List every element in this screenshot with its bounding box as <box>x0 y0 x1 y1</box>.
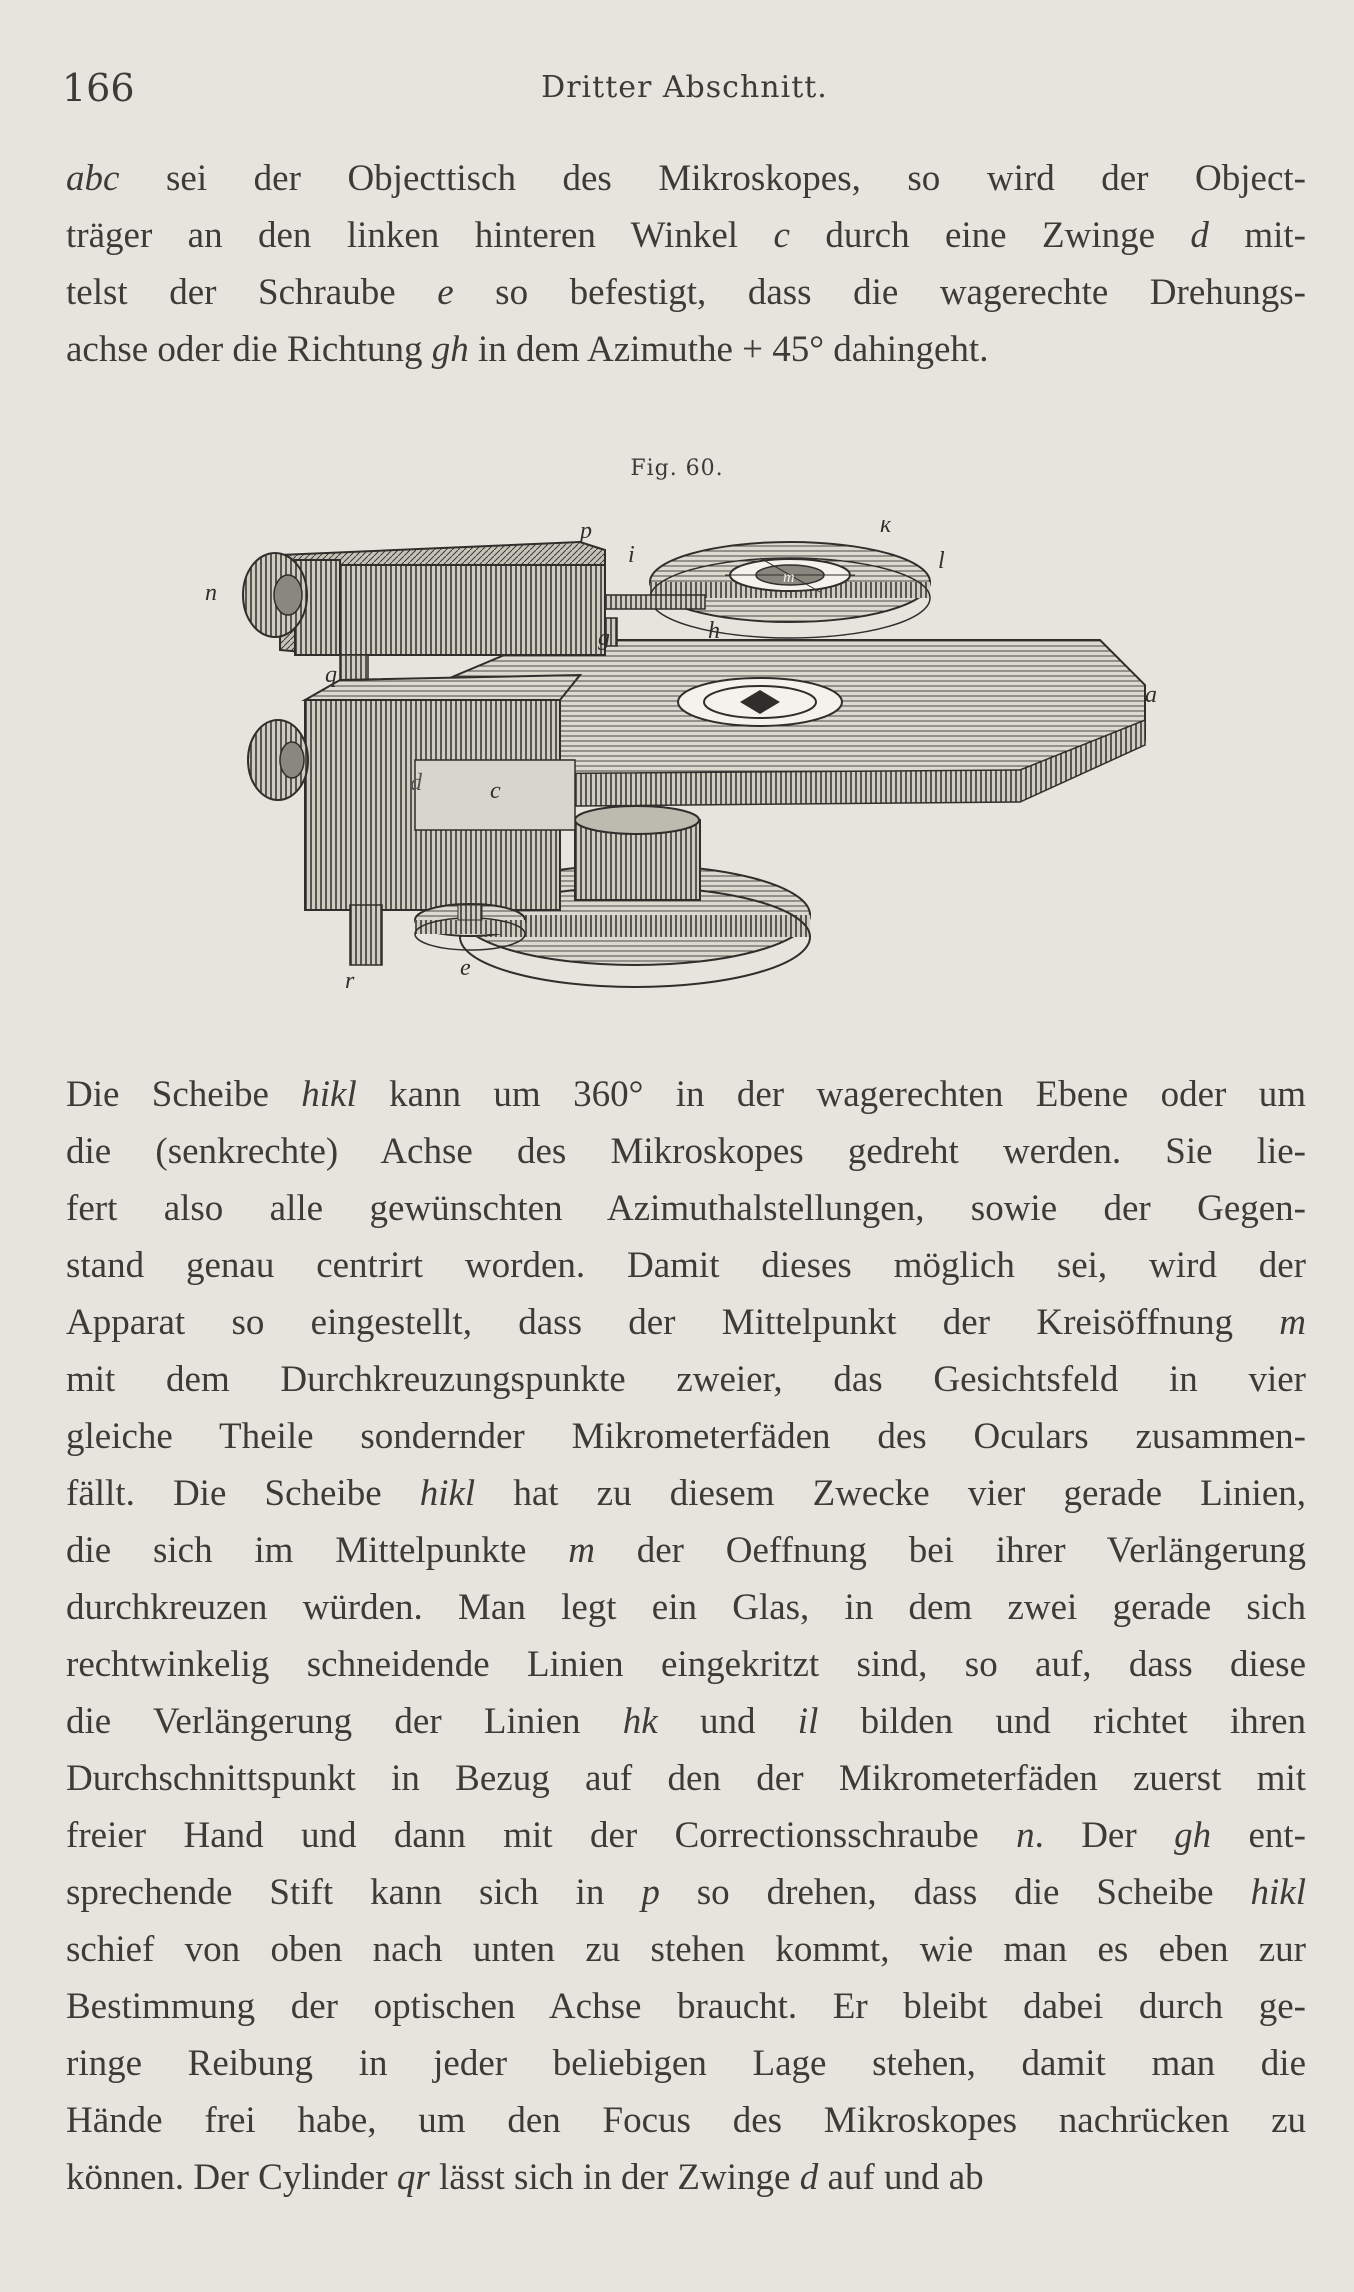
label-a: a <box>1145 682 1157 708</box>
figure-caption: Fig. 60. <box>630 456 724 481</box>
label-q: q <box>325 662 337 688</box>
text-run: ringe Reibung in jeder beliebigen Lage stehen, damit man die <box>66 2043 1306 2084</box>
text-line <box>66 321 1306 378</box>
label-r: r <box>345 968 355 990</box>
text-line <box>66 1465 1306 1522</box>
text-line <box>66 1978 1306 2035</box>
text-run: Die Scheibe <box>66 1074 302 1115</box>
text-run: träger an den linken hinteren Winkel <box>66 215 774 256</box>
label-h: h <box>708 618 720 644</box>
text-line <box>66 150 1306 207</box>
label-d: d <box>410 770 422 796</box>
text-line <box>66 1123 1306 1180</box>
italic-symbol: p <box>641 1872 660 1913</box>
text-run: schief von oben nach unten zu stehen kommt, wie man es eben zur <box>66 1929 1306 1970</box>
text-run: rechtwinkelig schneidende Linien eingekritzt sind, so auf, dass diese <box>66 1644 1306 1685</box>
text-run: durch eine Zwinge <box>789 215 1191 256</box>
text-run: die Verlängerung der Linien <box>66 1701 623 1742</box>
label-i: i <box>628 542 635 568</box>
text-run: fert also alle gewünschten Azimuthalstellungen, sowie der Gegen- <box>66 1188 1306 1229</box>
page-number: 166 <box>62 66 135 110</box>
page-header <box>62 66 1307 116</box>
text-line <box>66 1864 1306 1921</box>
text-run: stand genau centrirt worden. Damit dieses möglich sei, wird der <box>66 1245 1306 1286</box>
text-run: durchkreuzen würden. Man legt ein Glas, in dem zwei gerade sich <box>66 1587 1306 1628</box>
italic-symbol: hikl <box>419 1473 476 1514</box>
italic-symbol: e <box>437 272 454 313</box>
italic-symbol: m <box>568 1530 595 1571</box>
label-k: k <box>880 520 891 538</box>
italic-symbol: n <box>1016 1815 1035 1856</box>
text-line <box>66 207 1306 264</box>
text-run: achse oder die Richtung <box>66 329 432 370</box>
italic-symbol: hikl <box>301 1074 357 1115</box>
text-run: und <box>657 1701 798 1742</box>
text-run: in dem Azimuthe + 45° dahingeht. <box>468 329 989 370</box>
text-run: freier Hand und dann mit der Correctionsschraube <box>66 1815 1017 1856</box>
italic-symbol: d <box>1190 215 1209 256</box>
text-line <box>66 1579 1306 1636</box>
italic-symbol: il <box>797 1701 819 1742</box>
italic-symbol: gh <box>1174 1815 1212 1856</box>
text-run: kann um 360° in der wagerechten Ebene oder um <box>356 1074 1306 1115</box>
label-n: n <box>205 580 217 606</box>
text-run: mit- <box>1208 215 1306 256</box>
italic-symbol: qr <box>396 2157 430 2198</box>
text-line <box>66 1807 1306 1864</box>
italic-symbol: m <box>1279 1302 1306 1343</box>
text-run: so befestigt, dass die wagerechte Drehungs- <box>453 272 1306 313</box>
text-run: hat zu diesem Zwecke vier gerade Linien, <box>475 1473 1306 1514</box>
text-run: mit dem Durchkreuzungspunkte zweier, das Gesichtsfeld in vier <box>66 1359 1306 1400</box>
label-m: m <box>783 569 795 586</box>
text-line <box>66 1237 1306 1294</box>
text-line <box>66 1636 1306 1693</box>
text-line <box>66 2035 1306 2092</box>
text-line <box>66 264 1306 321</box>
text-run: fällt. Die Scheibe <box>66 1473 420 1514</box>
text-run: Durchschnittspunkt in Bezug auf den der Mikrometerfäden zuerst mit <box>66 1758 1306 1799</box>
text-run: Hände frei habe, um den Focus des Mikroskopes nachrücken zu <box>66 2100 1306 2141</box>
text-line <box>66 1921 1306 1978</box>
text-run: so drehen, dass die Scheibe <box>659 1872 1251 1913</box>
text-run: telst der Schraube <box>66 272 438 313</box>
label-e: e <box>460 955 471 981</box>
text-run: lässt sich in der Zwinge <box>429 2157 800 2198</box>
text-line <box>66 2092 1306 2149</box>
italic-symbol: gh <box>431 329 469 370</box>
text-line <box>66 1693 1306 1750</box>
running-head: Dritter Abschnitt. <box>541 70 828 105</box>
text-line <box>66 1750 1306 1807</box>
text-line <box>66 1180 1306 1237</box>
text-line <box>66 1522 1306 1579</box>
text-run: ent- <box>1211 1815 1306 1856</box>
text-run: die (senkrechte) Achse des Mikroskopes gedreht werden. Sie lie- <box>66 1131 1306 1172</box>
text-run: . Der <box>1034 1815 1175 1856</box>
text-run: der Oeffnung bei ihrer Verlängerung <box>594 1530 1306 1571</box>
label-p: p <box>580 520 592 544</box>
text-run: auf und ab <box>818 2157 984 2198</box>
text-run: gleiche Theile sondernder Mikrometerfäden des Oculars zusammen- <box>66 1416 1306 1457</box>
microscope-stage-engraving <box>200 520 1160 990</box>
italic-symbol: d <box>799 2157 819 2198</box>
text-run: sei der Objecttisch des Mikroskopes, so wird der Object- <box>119 158 1306 199</box>
italic-symbol: abc <box>66 158 120 199</box>
text-line <box>66 1066 1306 1123</box>
text-line <box>66 1351 1306 1408</box>
label-g: g <box>598 625 610 651</box>
text-run: die sich im Mittelpunkte <box>66 1530 569 1571</box>
paragraph-1 <box>66 150 1306 378</box>
text-run: sprechende Stift kann sich in <box>66 1872 642 1913</box>
figure-60 <box>200 520 1160 990</box>
text-run: Apparat so eingestellt, dass der Mittelpunkt der Kreisöffnung <box>66 1302 1280 1343</box>
text-line <box>66 1408 1306 1465</box>
label-c: c <box>490 778 501 804</box>
text-run: Bestimmung der optischen Achse braucht. Er bleibt dabei durch ge- <box>66 1986 1306 2027</box>
italic-symbol: c <box>773 215 790 256</box>
text-run: können. Der Cylinder <box>66 2157 397 2198</box>
text-line <box>66 2149 1306 2206</box>
italic-symbol: hikl <box>1250 1872 1306 1913</box>
text-line <box>66 1294 1306 1351</box>
label-l: l <box>938 548 945 574</box>
text-run: bilden und richtet ihren <box>818 1701 1306 1742</box>
italic-symbol: hk <box>622 1701 658 1742</box>
paragraph-2 <box>66 1066 1306 2206</box>
